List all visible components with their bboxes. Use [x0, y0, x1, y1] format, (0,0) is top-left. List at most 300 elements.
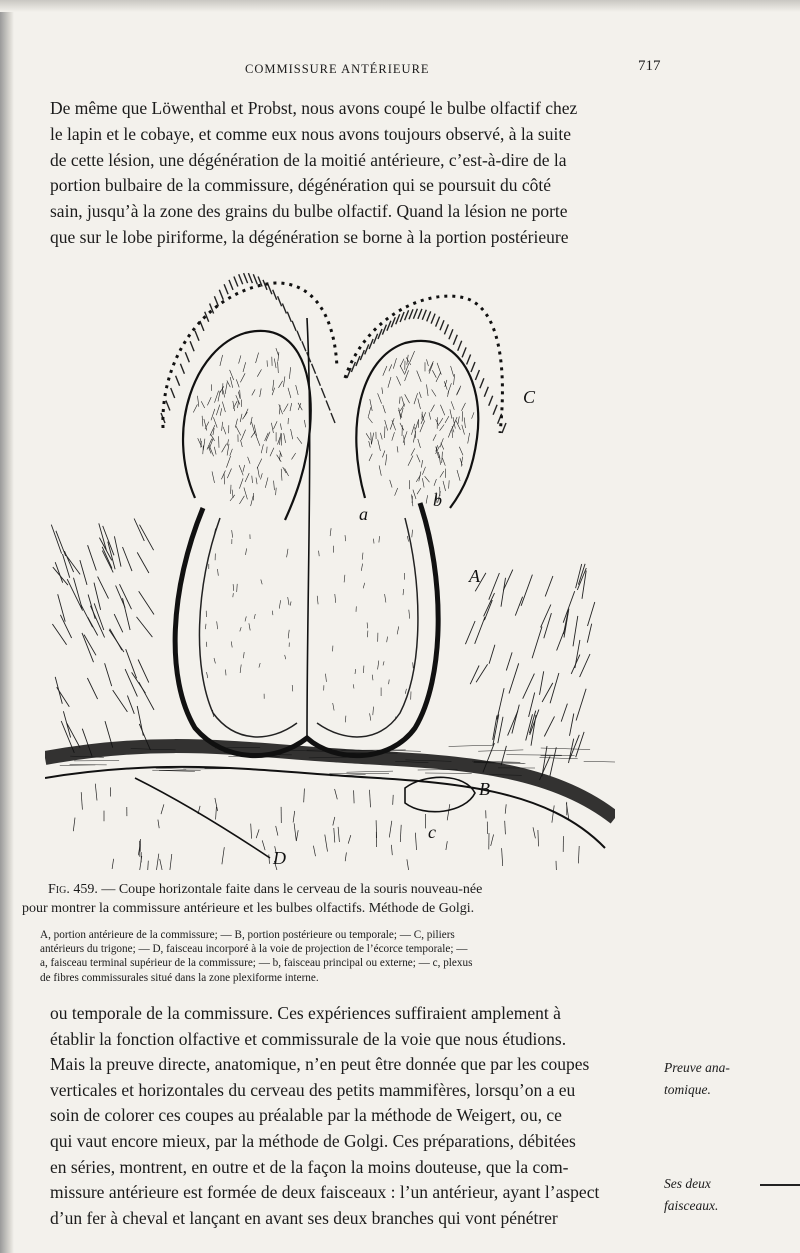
hatch-stroke: [276, 488, 277, 495]
hatch-stroke: [259, 663, 260, 668]
hatch-stroke: [363, 583, 365, 589]
hatch-stroke: [330, 528, 331, 536]
text-line: Mais la preuve directe, anatomique, n’en peut être donnée que par les coupes: [50, 1054, 590, 1075]
hatch-stroke: [392, 420, 396, 430]
text-line: qui vaut encore mieux, par la méthode de Golgi. Ces préparations, débitées: [50, 1130, 576, 1151]
hatch-stroke: [382, 325, 386, 335]
hatch-stroke: [105, 663, 112, 686]
hatch-stroke: [451, 366, 454, 377]
hatch-stroke: [365, 344, 369, 354]
hatch-stroke: [489, 396, 493, 406]
hatch-stroke: [484, 387, 488, 397]
hatch-stroke: [387, 637, 388, 643]
hatch-stroke: [218, 569, 219, 576]
hatch-stroke: [261, 444, 263, 453]
legend-line: a, faisceau terminal supérieur de la commissure; — b, faisceau principal ou externe; — c, plexus: [40, 957, 473, 970]
hatch-stroke: [550, 747, 556, 776]
hatch-stroke: [335, 789, 338, 799]
hatch-stroke: [533, 827, 535, 838]
hatch-stroke: [190, 341, 194, 351]
hatch-stroke: [538, 830, 539, 846]
hatch-stroke: [378, 439, 381, 451]
hatch-stroke: [219, 290, 223, 300]
hatch-stroke: [296, 385, 299, 395]
figure-label-a: a: [359, 504, 368, 524]
hatch-stroke: [374, 334, 378, 344]
hatch-stroke: [440, 471, 444, 477]
projection-bundle-D: [135, 778, 270, 858]
hatch-stroke: [271, 423, 273, 433]
hatch-stroke: [113, 690, 128, 712]
hatch-stroke: [409, 610, 410, 619]
hatch-stroke: [372, 675, 373, 681]
hatch-stroke: [444, 381, 447, 390]
hatch-stroke: [453, 335, 457, 345]
hatch-stroke: [291, 429, 293, 439]
hatch-stroke: [498, 717, 503, 743]
hatch-stroke: [414, 393, 418, 404]
hatch-stroke: [240, 373, 245, 382]
page-top-shadow: [0, 0, 800, 12]
hatch-stroke: [331, 413, 335, 423]
hatch-stroke: [248, 273, 252, 283]
hatch-stroke: [400, 359, 404, 367]
hatch-stroke: [427, 384, 429, 396]
hatch-stroke: [427, 359, 429, 366]
hatch-stroke: [304, 789, 305, 803]
hatch-stroke: [451, 401, 454, 410]
hatch-stroke: [362, 553, 363, 560]
hatch-stroke: [161, 804, 164, 814]
hatch-stroke: [220, 355, 223, 366]
margin-note-preuve: [664, 1057, 784, 1101]
figure-label-b: b: [433, 490, 442, 510]
hatch-stroke: [400, 397, 401, 404]
hatch-stroke: [391, 845, 392, 855]
hatch-stroke: [468, 433, 470, 444]
hatch-stroke: [370, 713, 371, 720]
hatch-stroke: [222, 402, 225, 413]
hatch-stroke: [230, 377, 233, 388]
hatch-stroke: [449, 480, 450, 488]
hatch-stroke: [180, 364, 184, 374]
text-line: De même que Löwenthal et Probst, nous avons coupé le bulbe olfactif chez: [50, 98, 578, 118]
hatch-stroke: [125, 669, 137, 697]
hatch-stroke: [417, 455, 420, 463]
hatch-stroke: [382, 387, 383, 393]
hatch-stroke: [386, 454, 387, 465]
hatch-stroke: [274, 359, 276, 369]
hatch-stroke: [422, 467, 425, 475]
hatch-stroke: [73, 818, 75, 832]
hatch-stroke: [326, 674, 327, 682]
hatch-stroke: [185, 352, 189, 362]
hatch-stroke: [421, 460, 422, 468]
hatch-stroke: [434, 479, 436, 486]
hatch-stroke: [88, 545, 97, 570]
hatch-stroke: [392, 432, 395, 441]
hatch-stroke: [114, 614, 123, 632]
text-line: ou temporale de la commissure. Ces expériences suffiraient amplement à: [50, 1003, 561, 1023]
hatch-stroke: [276, 826, 278, 836]
hatch-stroke: [245, 473, 249, 482]
hatch-stroke: [389, 821, 392, 838]
hatch-stroke: [120, 584, 132, 609]
hatch-stroke: [383, 366, 387, 376]
hatch-stroke: [321, 388, 325, 398]
hatch-stroke: [448, 428, 452, 437]
running-head: COMMISSURE ANTÉRIEURE: [245, 62, 430, 76]
hatch-stroke: [429, 412, 431, 419]
hatch-stroke: [256, 829, 259, 838]
hatch-stroke: [427, 311, 431, 321]
hatch-stroke: [253, 274, 257, 284]
hatch-stroke: [393, 795, 394, 805]
text-line: établir la fonction olfactive et commissurale de la voie que nous étudions.: [50, 1028, 567, 1049]
hatch-stroke: [563, 591, 575, 623]
hatch-stroke: [284, 433, 286, 443]
hatch-stroke: [260, 388, 262, 397]
hatch-stroke: [304, 420, 305, 427]
hatch-stroke: [132, 672, 146, 693]
hatch-stroke: [420, 422, 424, 432]
hatch-stroke: [544, 716, 554, 736]
hatch-stroke: [436, 317, 440, 327]
hatch-stroke: [570, 714, 574, 736]
hatch-stroke: [278, 296, 282, 306]
hatch-stroke: [442, 452, 443, 463]
hatch-stroke: [220, 408, 222, 415]
hatch-stroke: [202, 416, 203, 427]
hatch-stroke: [240, 665, 241, 674]
hatch-stroke: [389, 364, 392, 371]
hatch-stroke: [449, 745, 493, 746]
hatch-stroke: [369, 339, 373, 349]
hatch-stroke: [429, 363, 433, 373]
hatch-stroke: [493, 405, 497, 415]
margin-note-faisceaux: [664, 1173, 784, 1217]
hatch-stroke: [439, 418, 443, 424]
hatch-stroke: [224, 473, 225, 484]
hatch-stroke: [584, 761, 615, 762]
hatch-stroke: [378, 393, 382, 403]
hatch-stroke: [256, 353, 259, 363]
page-number: 717: [638, 58, 661, 74]
hatch-stroke: [462, 425, 465, 435]
hatch-stroke: [422, 310, 426, 320]
hatch-stroke: [391, 317, 395, 327]
hatch-stroke: [354, 790, 355, 803]
hatch-stroke: [257, 459, 262, 469]
hatch-stroke: [156, 768, 186, 769]
hatch-stroke: [236, 426, 241, 435]
hatch-stroke: [344, 575, 345, 583]
hatch-stroke: [240, 627, 241, 631]
hatch-stroke: [254, 614, 255, 619]
hatch-stroke: [243, 362, 246, 372]
hatch-stroke: [239, 355, 241, 363]
paragraph-bottom: [50, 1001, 642, 1231]
hatch-stroke: [457, 388, 461, 396]
hatch-stroke: [226, 456, 230, 468]
hatch-stroke: [239, 478, 243, 488]
hatch-stroke: [378, 661, 379, 670]
hatch-stroke: [261, 473, 263, 479]
hatch-stroke: [248, 457, 251, 464]
hatch-stroke: [389, 680, 390, 685]
hatch-stroke: [355, 669, 356, 674]
hatch-stroke: [216, 807, 217, 820]
hatch-stroke: [452, 430, 453, 438]
hatch-stroke: [230, 495, 235, 501]
hatch-stroke: [287, 549, 288, 558]
hatch-stroke: [63, 554, 70, 578]
hatch-stroke: [273, 290, 277, 300]
hatch-stroke: [368, 417, 373, 423]
figure-label-c: c: [428, 822, 436, 842]
hatch-stroke: [348, 835, 351, 844]
hatch-stroke: [246, 548, 247, 555]
hatch-stroke: [506, 755, 561, 756]
hatch-stroke: [244, 488, 248, 500]
hatch-stroke: [587, 624, 591, 643]
hatch-stroke: [240, 414, 242, 422]
hatch-stroke: [296, 830, 298, 841]
hatch-stroke: [244, 409, 248, 417]
hatch-stroke: [464, 418, 465, 429]
hatch-stroke: [272, 611, 273, 615]
hatch-stroke: [293, 811, 295, 823]
hatch-stroke: [279, 600, 280, 608]
hatch-stroke: [576, 732, 584, 757]
hatch-stroke: [458, 341, 462, 351]
hatch-stroke: [405, 689, 406, 694]
hatch-stroke: [443, 481, 446, 491]
hatch-stroke: [475, 370, 479, 380]
hatch-stroke: [489, 573, 500, 600]
hatch-stroke: [425, 476, 430, 482]
hatch-stroke: [502, 423, 506, 433]
hatch-stroke: [233, 593, 234, 597]
hatch-stroke: [64, 551, 73, 572]
hatch-stroke: [540, 671, 544, 695]
hatch-stroke: [230, 370, 234, 380]
margin-note-line: Preuve ana-: [664, 1060, 730, 1075]
hatch-stroke: [221, 471, 225, 480]
hatch-stroke: [289, 367, 290, 379]
hatch-stroke: [334, 828, 335, 843]
hatch-stroke: [276, 348, 279, 355]
hatch-stroke: [288, 630, 289, 639]
hatch-stroke: [400, 825, 401, 842]
hatch-stroke: [400, 423, 404, 430]
hatch-stroke: [383, 405, 386, 413]
hatch-stroke: [269, 855, 270, 864]
hatch-stroke: [383, 661, 384, 665]
hatch-stroke: [160, 859, 162, 870]
legend-line: de fibres commissurales situé dans la zone plexiforme interne.: [40, 971, 319, 984]
hatch-stroke: [239, 496, 244, 504]
hatch-stroke: [123, 547, 133, 571]
hatch-stroke: [74, 578, 83, 609]
hatch-stroke: [509, 663, 519, 693]
text-line: le lapin et le cobaye, et comme eux nous avons toujours observé, à la suite: [50, 123, 571, 144]
hatch-stroke: [282, 304, 286, 314]
hatch-stroke: [195, 331, 199, 341]
figure-label-B: B: [479, 779, 490, 799]
hatch-stroke: [277, 455, 282, 462]
hatch-stroke: [55, 677, 62, 704]
hatch-stroke: [53, 567, 68, 585]
hatch-stroke: [55, 562, 63, 583]
hatch-stroke: [127, 696, 134, 714]
figure-459-illustration: [45, 258, 615, 870]
hatch-stroke: [403, 589, 404, 595]
hatch-stroke: [446, 841, 447, 850]
hatch-stroke: [279, 381, 283, 388]
hatch-stroke: [225, 382, 227, 394]
hatch-stroke: [292, 685, 293, 691]
hatch-stroke: [140, 856, 142, 870]
hatch-stroke: [280, 453, 281, 460]
hatch-stroke: [88, 617, 98, 635]
text-line: portion bulbaire de la commissure, dégénération qui se poursuit du côté: [50, 175, 552, 196]
hatch-stroke: [478, 750, 523, 751]
hatch-stroke: [166, 401, 170, 411]
hatch-stroke: [261, 580, 262, 585]
hatch-stroke: [313, 846, 315, 857]
hatch-stroke: [193, 404, 197, 412]
hatch-stroke: [429, 361, 434, 371]
figure-caption: [22, 880, 642, 918]
text-line: en séries, montrent, en outre et de la façon la moins douteuse, que la com-: [50, 1156, 569, 1177]
hatch-stroke: [139, 591, 154, 614]
hatch-stroke: [170, 854, 172, 870]
left-olfactory-bulb: [183, 331, 311, 520]
hatch-stroke: [396, 314, 400, 324]
hatch-stroke: [491, 834, 494, 846]
hatch-stroke: [223, 427, 226, 435]
hatch-stroke: [445, 416, 449, 423]
hatch-stroke: [252, 422, 255, 434]
hatch-stroke: [235, 419, 237, 428]
hatch-stroke: [87, 678, 97, 699]
hatch-stroke: [431, 314, 435, 324]
hatch-stroke: [243, 652, 244, 658]
hatch-stroke: [588, 602, 595, 626]
hatch-stroke: [210, 425, 215, 436]
hatch-stroke: [397, 376, 401, 385]
hatch-stroke: [369, 441, 371, 447]
hatch-stroke: [580, 654, 590, 677]
hatch-stroke: [419, 472, 421, 482]
hatch-stroke: [265, 477, 268, 487]
hatch-stroke: [268, 284, 272, 294]
hatch-stroke: [457, 386, 461, 395]
hatch-stroke: [297, 437, 302, 444]
hatch-stroke: [171, 388, 175, 398]
hatch-stroke: [207, 397, 211, 405]
hatch-stroke: [582, 571, 586, 599]
hatch-stroke: [573, 616, 578, 646]
figure-label-A: A: [469, 566, 480, 586]
hatch-stroke: [60, 615, 71, 638]
hatch-stroke: [501, 578, 506, 607]
hatch-stroke: [419, 392, 421, 398]
hatch-stroke: [390, 480, 392, 488]
hatch-stroke: [232, 530, 233, 538]
hatch-stroke: [227, 469, 231, 479]
hatch-stroke: [347, 771, 394, 772]
hatch-stroke: [422, 478, 424, 487]
hatch-stroke: [541, 605, 551, 628]
text-line: sain, jusqu’à la zone des grains du bulbe olfactif. Quand la lésion ne porte: [50, 201, 568, 222]
hatch-stroke: [360, 350, 364, 360]
figure-label-C: C: [523, 387, 536, 407]
hatch-stroke: [418, 439, 421, 448]
hatch-stroke: [453, 417, 455, 429]
hatch-stroke: [211, 409, 215, 420]
hatch-stroke: [442, 458, 445, 466]
hatch-stroke: [138, 660, 149, 683]
golgi-section-drawing: [45, 258, 615, 870]
hatch-stroke: [256, 478, 257, 485]
hatch-stroke: [227, 444, 229, 456]
hatch-stroke: [550, 673, 559, 703]
hatch-stroke: [213, 417, 217, 427]
hatch-stroke: [368, 407, 371, 417]
hatch-stroke: [576, 689, 586, 721]
margin-note-line: tomique.: [664, 1082, 711, 1097]
hatch-stroke: [417, 488, 421, 494]
hatch-stroke: [379, 465, 381, 475]
hatch-stroke: [506, 652, 512, 670]
hatch-stroke: [369, 454, 372, 461]
paragraph-top: [50, 96, 660, 251]
hatch-stroke: [285, 468, 289, 476]
hatch-stroke: [112, 859, 114, 869]
hatch-stroke: [413, 309, 417, 319]
hatch-stroke: [475, 617, 485, 644]
hatch-stroke: [297, 331, 301, 341]
hatch-stroke: [413, 490, 416, 499]
caption-line: pour montrer la commissure antérieure et les bulbes olfactifs. Méthode de Golgi.: [22, 901, 475, 916]
text-line: que sur le lobe piriforme, la dégénération se borne à la portion postérieure: [50, 226, 569, 247]
hatch-stroke: [411, 424, 414, 435]
hatch-stroke: [433, 434, 436, 440]
hatch-stroke: [239, 274, 243, 284]
hatch-stroke: [200, 321, 204, 331]
text-line: verticales et horizontales du cerveau des petits mammifères, lorsqu’on a eu: [50, 1079, 576, 1100]
hatch-stroke: [407, 859, 409, 870]
hatch-stroke: [222, 444, 227, 453]
hatch-stroke: [561, 704, 567, 722]
hatch-stroke: [426, 495, 428, 503]
hatch-stroke: [158, 820, 159, 829]
hatch-stroke: [217, 621, 218, 629]
hatch-stroke: [459, 447, 463, 456]
hatch-stroke: [412, 530, 413, 538]
hatch-stroke: [440, 438, 444, 447]
margin-note-line: faisceaux.: [664, 1198, 719, 1213]
hatch-stroke: [241, 440, 243, 447]
hatch-stroke: [395, 488, 398, 496]
hatch-stroke: [462, 347, 466, 357]
hatch-stroke: [80, 560, 87, 585]
hatch-stroke: [288, 597, 289, 605]
hatch-stroke: [201, 401, 205, 408]
hatch-stroke: [417, 371, 422, 382]
